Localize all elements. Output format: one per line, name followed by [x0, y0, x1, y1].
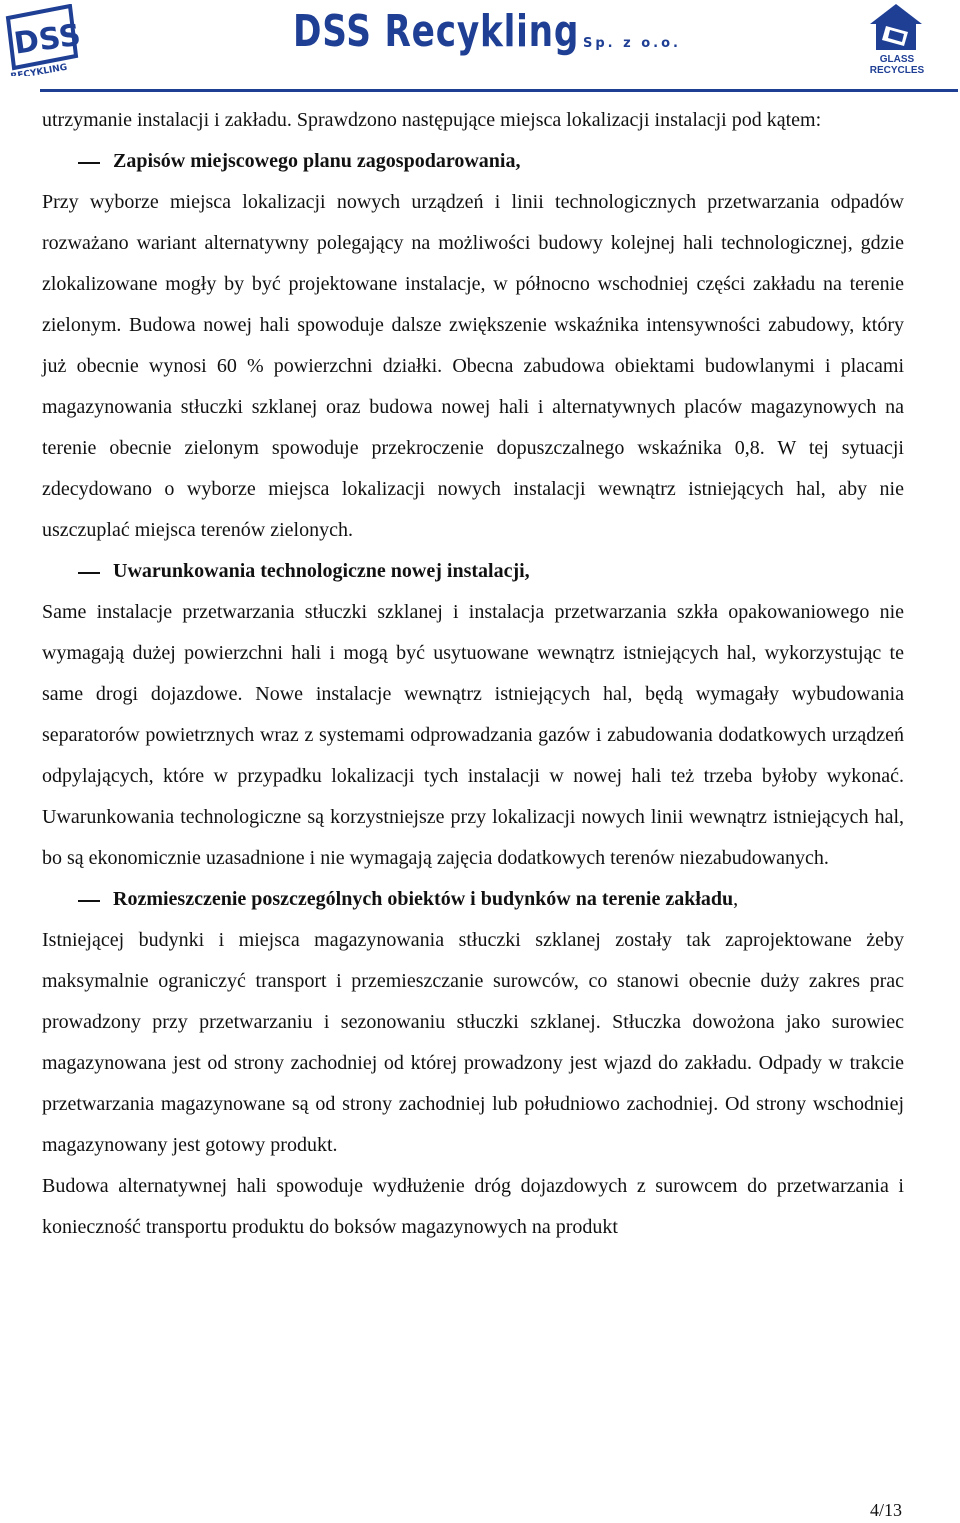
brand-title: DSS Recykling Sp. z o.o. [293, 6, 681, 57]
page-number: 4/13 [869, 1500, 902, 1520]
paragraph: Przy wyborze miejsca lokalizacji nowych urządzeń i linii technologicznych przetwarzania odpadów rozważano wariant alternatywny polegający na możliwości budowy kolejnej hali technologicznej, gdzie zlokalizowane mogły by być projektowane instalacje, w północno wschodniej części zakładu na terenie zielonym. Budowa nowej hali spowoduje dalsze zwiększenie wskaźnika intensywności zabudowy, który już obecnie wynosi 60 % powierzchni działki. Obecna zabudowa obiektami budowlanymi i placami magazynowania stłuczki szklanej oraz budowa nowej hali i alternatywnych placów magazynowych na terenie obecnie zielonym spowoduje przekroczenie dopuszczalnego wskaźnika 0,8. W tej sytuacji zdecydowano o wyborze miejsca lokalizacji nowych instalacji wewnątrz istniejących hal, aby nie uszczuplać miejsca terenów zielonych. [42, 191, 904, 541]
svg-text:DSS: DSS [11, 17, 83, 62]
section-heading: Rozmieszczenie poszczególnych obiektów i budynków na terenie zakładu, [42, 879, 904, 920]
svg-text:RECYKLING: RECYKLING [9, 62, 69, 76]
paragraph: utrzymanie instalacji i zakładu. Sprawdzono następujące miejsca lokalizacji instalacji pod kątem: [42, 109, 822, 131]
paragraph: Istniejącej budynki i miejsca magazynowania stłuczki szklanej zostały tak zaprojektowane żeby maksymalnie ograniczyć transport i przemieszczanie surowców, co stanowi obecnie duży zakres prac prowadzony przy przetwarzaniu i sezonowaniu stłuczki szklanej. Stłuczka dowożona jako surowiec magazynowana jest od strony zachodniej od której prowadzony jest wjazd do zakładu. Odpady w trakcie przetwarzania magazynowane są od strony zachodniej lub południowo zachodniej. Od strony wschodniej magazynowany jest gotowy produkt. [42, 929, 904, 1156]
page-header [0, 0, 960, 92]
section-heading: Zapisów miejscowego planu zagospodarowania, [42, 141, 904, 182]
document-body [42, 100, 904, 1248]
paragraph: Same instalacje przetwarzania stłuczki szklanej i instalacja przetwarzania szkła opakowaniowego nie wymagają dużej powierzchni hali i mogą być usytuowane wewnątrz istniejących hal, wykorzystując te same drogi dojazdowe. Nowe instalacje wewnątrz istniejących hal, będą wymagały wybudowania separatorów powietrznych wraz z systemami odprowadzania gazów i zabudowania dodatkowych urządzeń odpylających, które w przypadku lokalizacji tych instalacji w nowej hali też trzeba byłoby wykonać. Uwarunkowania technologiczne są korzystniejsze przy lokalizacji nowych linii wewnątrz istniejących hal, bo są ekonomicznie uzasadnione i nie wymagają zajęcia dodatkowych terenów niezabudowanych. [42, 601, 904, 869]
glass-recycles-logo: GLASS RECYCLES [862, 2, 932, 76]
dss-logo [4, 4, 84, 76]
house-icon [864, 2, 928, 52]
paragraph: Budowa alternatywnej hali spowoduje wydłużenie dróg dojazdowych z surowcem do przetwarzania i konieczność transportu produktu do boksów magazynowych na produkt [42, 1175, 904, 1238]
brand-suffix: Sp. z o.o. [583, 36, 681, 51]
section-heading: Uwarunkowania technologiczne nowej instalacji, [42, 551, 904, 592]
header-divider [40, 89, 958, 92]
